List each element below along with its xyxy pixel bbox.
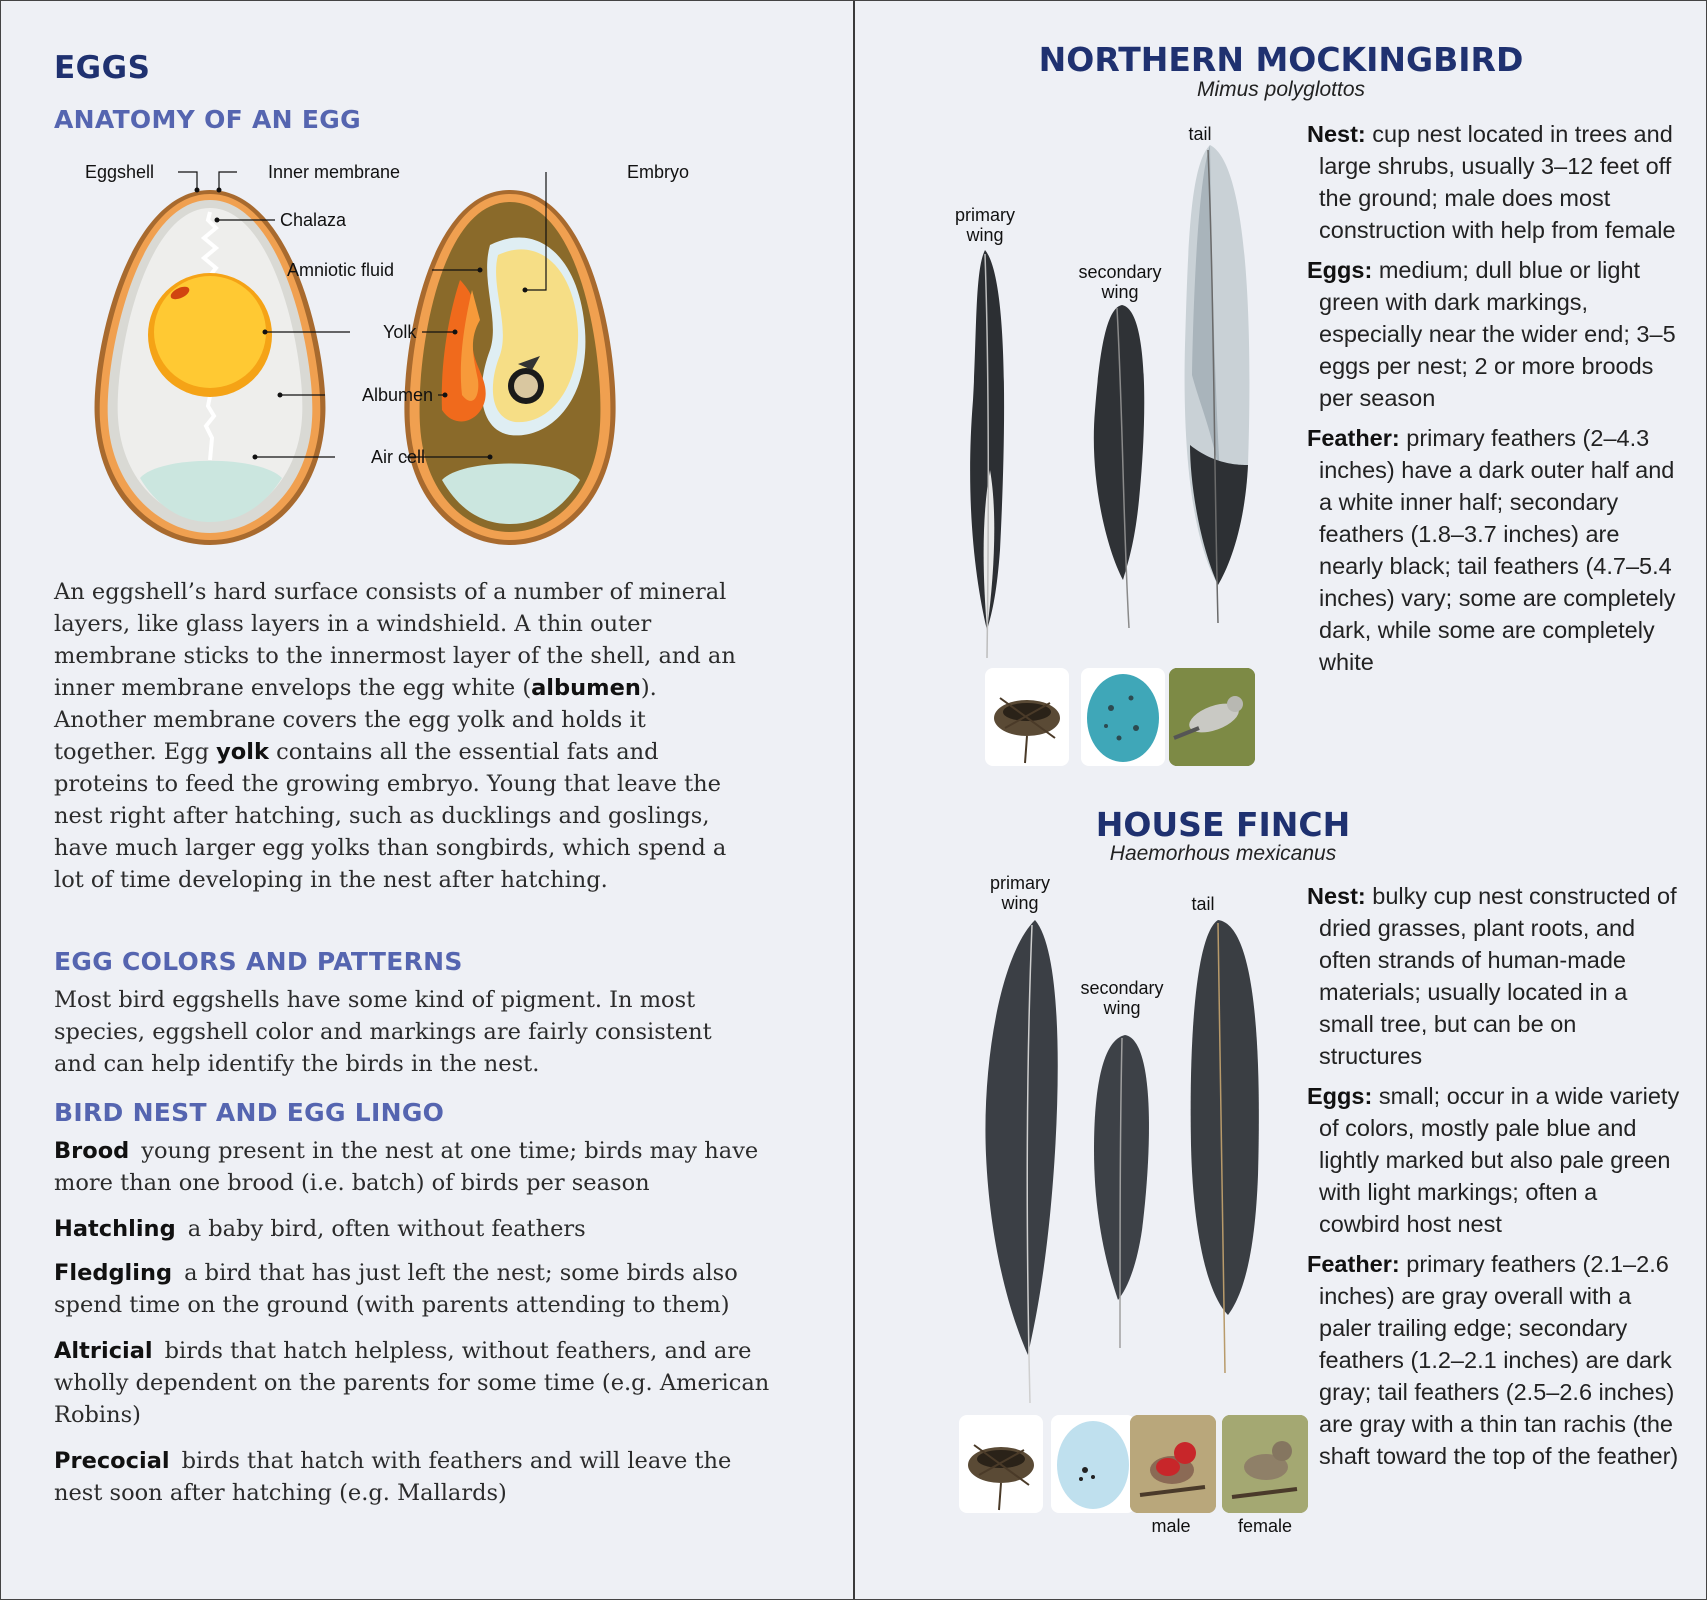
finch-egg-photo xyxy=(1051,1415,1135,1513)
mockingbird-secondary-feather xyxy=(1077,300,1157,630)
eggs-text: medium; dull blue or light green with dark markings, especially near the wider end; 3–5 eggs per nest; 2 or more broods per season xyxy=(1319,257,1676,411)
lingo-def: birds that hatch helpless, without feathers, and are wholly dependent on the parents for some time (e.g. American Robins) xyxy=(54,1338,770,1428)
eggs-text: small; occur in a wide variety of colors, mostly pale blue and lightly marked but also pale green with light markings; often a cowbird host nest xyxy=(1319,1083,1680,1237)
albumen-label: Albumen xyxy=(362,385,434,405)
finch-male-photo xyxy=(1130,1415,1216,1513)
feather-text: primary feathers (2–4.3 inches) have a dark outer half and a white inner half; secondary feathers (1.8–3.7 inches) are nearly black; tail feathers (4.7–5.4 inches) vary; some are completely dark, while some are completely white xyxy=(1319,425,1676,675)
feather-text: primary feathers (2.1–2.6 inches) are gray overall with a paler trailing edge; secondary feathers (1.2–2.1 inches) are dark gray; tail feathers (2.5–2.6 inches) are gray with a thin tan rachis (the shaft toward the top of the feather) xyxy=(1319,1251,1679,1469)
yolk-label: Yolk xyxy=(383,322,417,342)
finch-primary-label: primary wing xyxy=(989,873,1050,913)
finch-description xyxy=(1307,880,1682,1480)
egg-with-embryo xyxy=(404,190,615,545)
mockingbird-primary-feather xyxy=(945,250,1025,660)
colors-paragraph: Most bird eggshells have some kind of pigment. In most species, eggshell color and markings are fairly consistent and can help identify the birds in the nest. xyxy=(54,987,712,1077)
eggs-label: Eggs: xyxy=(1307,257,1373,283)
mockingbird-secondary-label: secondary wing xyxy=(1078,262,1162,302)
lingo-altricial xyxy=(54,1335,774,1431)
egg-anatomy-diagram xyxy=(70,160,710,560)
lingo-def: a bird that has just left the nest; some birds also spend time on the ground (with parents attending to them) xyxy=(54,1260,738,1318)
mockingbird-bird-photo xyxy=(1169,668,1255,766)
intro-paragraph xyxy=(54,576,754,896)
intro-bold-yolk: yolk xyxy=(216,739,269,765)
eggshell-label: Eggshell xyxy=(85,162,155,182)
lingo-def: birds that hatch with feathers and will leave the nest soon after hatching (e.g. Mallards) xyxy=(54,1448,732,1506)
lingo-heading: BIRD NEST AND EGG LINGO xyxy=(54,1098,445,1127)
finch-secondary-label: secondary wing xyxy=(1080,978,1164,1018)
mockingbird-feather-info xyxy=(1307,422,1682,678)
page-title: EGGS xyxy=(54,50,151,86)
intro-text-3: contains all the essential fats and proteins to feed the growing embryo. Young that leave the nest right after hatching, such as ducklings and goslings, have much larger egg yolks than songbirds, which spend a lot of time developing in the nest after hatching. xyxy=(54,739,727,893)
lingo-term: Precocial xyxy=(54,1448,170,1474)
finch-tail-label: tail xyxy=(1191,894,1215,914)
finch-female-label: female xyxy=(1237,1516,1293,1536)
lingo-hatchling xyxy=(54,1213,774,1245)
finch-male-label: male xyxy=(1151,1516,1191,1536)
mockingbird-eggs-info xyxy=(1307,254,1682,414)
nest-text: bulky cup nest constructed of dried grasses, plant roots, and often strands of human-made materials; usually located in a small tree, but can be on structures xyxy=(1319,883,1677,1069)
finch-nest-info xyxy=(1307,880,1682,1072)
nest-text: cup nest located in trees and large shrubs, usually 3–12 feet off the ground; male does most construction with help from female xyxy=(1319,121,1676,243)
mockingbird-tail-feather xyxy=(1170,145,1260,625)
lingo-precocial xyxy=(54,1445,774,1509)
finch-feather-info xyxy=(1307,1248,1682,1472)
finch-eggs-info xyxy=(1307,1080,1682,1240)
eggs-label: Eggs: xyxy=(1307,1083,1373,1109)
intro-bold-albumen: albumen xyxy=(531,675,641,701)
mockingbird-title: NORTHERN MOCKINGBIRD xyxy=(1038,40,1524,79)
chalaza-label: Chalaza xyxy=(280,210,347,230)
lingo-term: Altricial xyxy=(54,1338,153,1364)
mockingbird-nest-photo xyxy=(985,668,1069,766)
intro-text-2: ). Another membrane covers the egg yolk and holds it together. Egg xyxy=(54,675,657,765)
air-cell-label: Air cell xyxy=(371,447,426,467)
anatomy-heading: ANATOMY OF AN EGG xyxy=(54,105,361,134)
nest-label: Nest: xyxy=(1307,883,1366,909)
amniotic-fluid-label: Amniotic fluid xyxy=(287,260,395,280)
lingo-def: young present in the nest at one time; birds may have more than one brood (i.e. batch) of birds per season xyxy=(54,1138,759,1196)
mockingbird-description xyxy=(1307,118,1682,686)
finch-secondary-feather xyxy=(1080,1030,1160,1350)
mockingbird-tail-label: tail xyxy=(1188,124,1212,144)
lingo-fledgling xyxy=(54,1257,774,1321)
mockingbird-primary-label: primary wing xyxy=(954,205,1015,245)
mockingbird-egg-photo xyxy=(1081,668,1165,766)
mockingbird-scientific-name: Mimus polyglottos xyxy=(1196,78,1366,101)
nest-label: Nest: xyxy=(1307,121,1366,147)
inner-membrane-label: Inner membrane xyxy=(268,162,401,182)
finch-female-photo xyxy=(1222,1415,1308,1513)
finch-primary-feather xyxy=(970,915,1070,1405)
lingo-brood xyxy=(54,1135,774,1199)
colors-heading: EGG COLORS AND PATTERNS xyxy=(54,947,463,976)
feather-label: Feather: xyxy=(1307,1251,1400,1277)
feather-label: Feather: xyxy=(1307,425,1400,451)
egg-cross-section xyxy=(95,190,326,545)
finch-tail-feather xyxy=(1173,915,1273,1375)
finch-nest-photo xyxy=(959,1415,1043,1513)
lingo-term: Fledgling xyxy=(54,1260,173,1286)
lingo-term: Brood xyxy=(54,1138,130,1164)
lingo-term: Hatchling xyxy=(54,1216,176,1242)
right-page xyxy=(855,0,1707,1600)
left-page xyxy=(0,0,853,1600)
lingo-def: a baby bird, often without feathers xyxy=(187,1216,586,1242)
finch-title: HOUSE FINCH xyxy=(1095,805,1351,844)
intro-text-1: An eggshell’s hard surface consists of a number of mineral layers, like glass layers in a windshield. A thin outer membrane sticks to the innermost layer of the shell, and an inner membrane envelops the egg white ( xyxy=(54,579,736,701)
finch-scientific-name: Haemorhous mexicanus xyxy=(1109,842,1337,865)
mockingbird-nest-info xyxy=(1307,118,1682,246)
embryo-label: Embryo xyxy=(627,162,690,182)
